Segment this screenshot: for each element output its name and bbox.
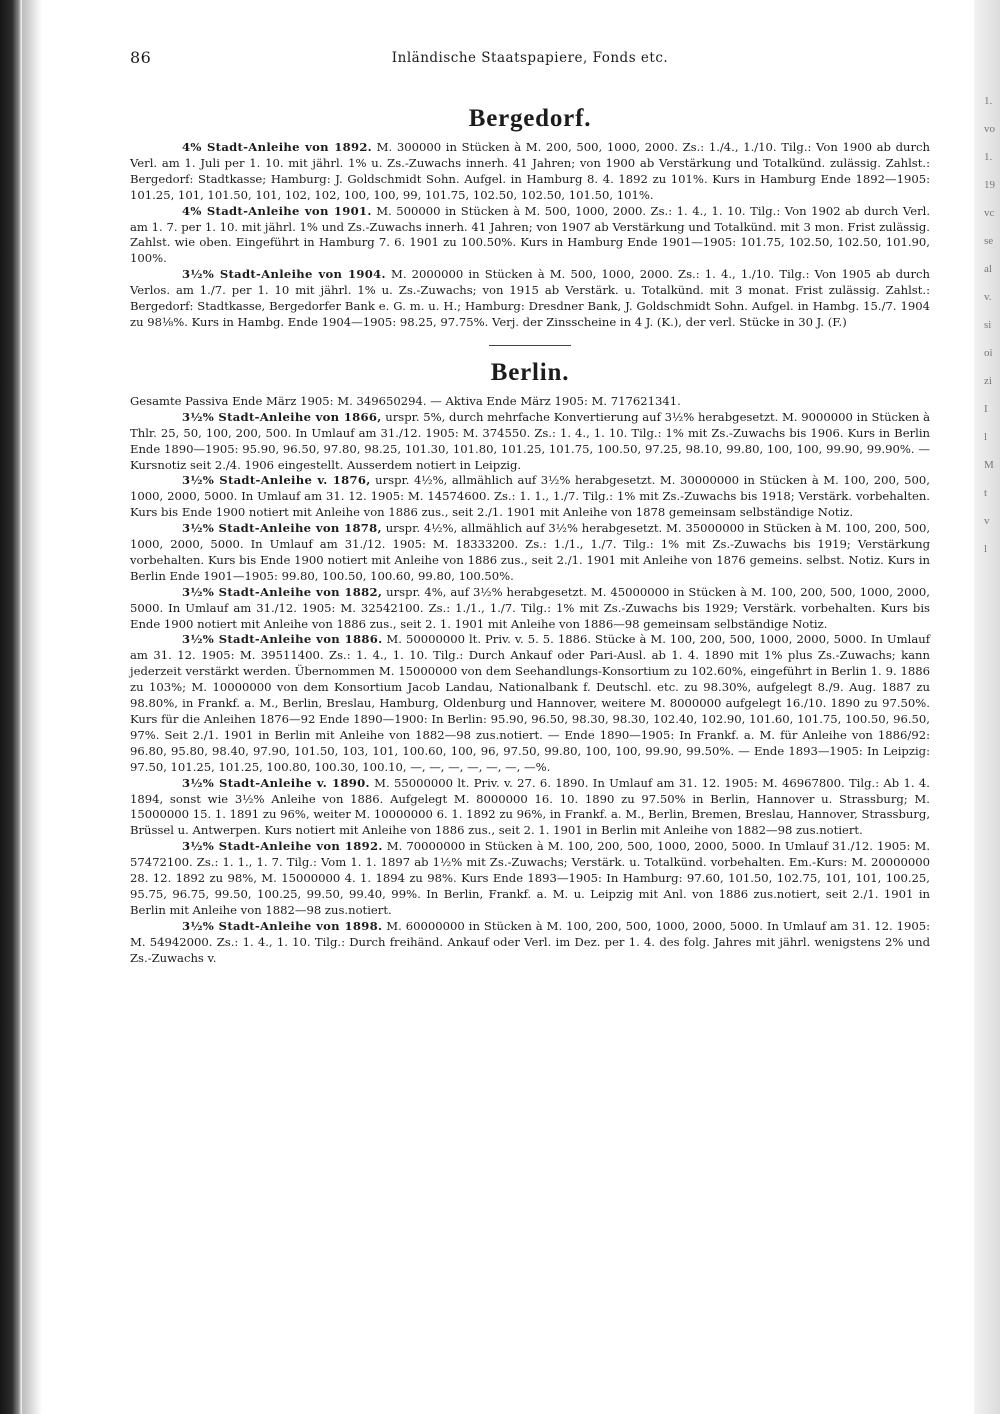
gutter-shadow	[22, 0, 42, 1414]
bond-entry-title: 3½% Stadt-Anleihe von 1886.	[182, 632, 383, 647]
page-number: 86	[130, 48, 152, 67]
bond-entry-text: urspr. 4%, auf 3½% herabgesetzt. M. 45000000 in Stücken à M. 100, 200, 500, 1000, 2000, 5000. In Umlauf am 31./12. 1905: M. 32542100. Zs.: 1./1., 1./7. Tilg.: 1% mit Zs.-Zuwachs bis 1929; Verstärk. vorbehalten. Kurs bis Ende 1900 notiert mit Anleihe von 1886 zus., seit 2. 1. 1901 mit Anleihe von 1886—98 gemeinsam selbständige Notiz.	[130, 584, 930, 631]
bond-entry-text: M. 60000000 in Stücken à M. 100, 200, 500, 1000, 2000, 5000. In Umlauf am 31. 12. 1905: M. 54942000. Zs.: 1. 4., 1. 10. Tilg.: Durch freihänd. Ankauf oder Verl. im Dez. per 1. 4. des folg. Jahres mit jährl. wenigstens 2% und Zs.-Zuwachs v.	[130, 918, 931, 965]
margin-fragment: l	[984, 431, 988, 443]
bond-entry-text: M. 70000000 in Stücken à M. 100, 200, 500, 1000, 2000, 5000. In Umlauf 31./12. 1905: M. 57472100. Zs.: 1. 1., 1. 7. Tilg.: Vom 1. 1. 1897 ab 1½% mit Zs.-Zuwachs; Verstärk. u. Totalkünd. vorbehalten. Em.-Kurs: M. 20000000 28. 12. 1892 zu 98%, M. 15000000 4. 1. 1894 zu 98%. Kurs Ende 1893—1905: In Hamburg: 97.60, 101.50, 102.75, 101, 101, 100.25, 95.75, 96.75, 99.50, 100.25, 99.50, 99.40, 99%. In Berlin, Frankf. a. M. u. Leipzig mit Anl. von 1886 zus.notiert, seit 2./1. 1901 in Berlin mit Anleihe von 1882—98 zus.notiert.	[130, 839, 931, 917]
bond-entry-text: M. 500000 in Stücken à M. 500, 1000, 2000. Zs.: 1. 4., 1. 10. Tilg.: Von 1902 ab durch Verl. am 1. 7. per 1. 10. mit jährl. 1% und Zs.-Zuwachs innerh. 41 Jahren; von 1907 ab Verstärkung und Totalkünd. mit 3 mon. Frist zulässig. Zahlst. wie oben. Eingeführt in Hamburg 7. 6. 1901 zu 100.50%. Kurs in Hamburg Ende 1901—1905: 101.75, 102.50, 102.50, 101.90, 100%.	[130, 203, 931, 266]
margin-fragment: v	[984, 515, 990, 527]
bond-entry	[130, 521, 930, 585]
page-header	[130, 44, 930, 78]
margin-fragment: t	[984, 487, 988, 499]
section-title-bergedorf: Bergedorf.	[468, 105, 592, 132]
bond-entry-title: 4% Stadt-Anleihe von 1901.	[182, 203, 372, 218]
margin-fragment: M	[984, 459, 994, 471]
bond-entry-text: urspr. 4½%, allmählich auf 3½% herabgesetzt. M. 35000000 in Stücken à M. 100, 200, 500, 1000, 2000, 5000. In Umlauf am 31./12. 1905: M. 18333200. Zs.: 1./1., 1./7. Tilg.: 1% mit Zs.-Zuwachs bis 1919; Verstärkung vorbehalten. Kurs bis Ende 1900 notiert mit Anleihe von 1886 zus., seit 2./1. 1901 mit Anleihe von 1876 gemeins. selbst. Notiz. Kurs in Berlin Ende 1901—1905: 99.80, 100.50, 100.60, 99.80, 100.50%.	[130, 521, 931, 583]
margin-fragment: I	[984, 403, 988, 415]
bond-entry-title: 3½% Stadt-Anleihe von 1904.	[182, 267, 386, 282]
bond-entry	[130, 776, 930, 840]
bond-entry	[130, 204, 930, 268]
bond-entry	[130, 140, 930, 204]
margin-fragment: 1.	[984, 95, 993, 107]
bond-entry	[130, 585, 930, 633]
bond-entry-title: 3½% Stadt-Anleihe v. 1876,	[182, 473, 371, 488]
bond-entry-title: 3½% Stadt-Anleihe v. 1890.	[182, 775, 370, 790]
margin-fragment: 19	[984, 179, 995, 191]
margin-fragment: l	[984, 543, 988, 555]
margin-fragment: vo	[984, 123, 995, 135]
margin-fragment: si	[984, 319, 992, 331]
bond-entry-title: 3½% Stadt-Anleihe von 1866,	[182, 409, 382, 424]
bond-entry-title: 3½% Stadt-Anleihe von 1878,	[182, 521, 382, 536]
margin-fragment: 1.	[984, 151, 993, 163]
bond-entry	[130, 839, 930, 919]
bond-entry	[130, 919, 930, 967]
bond-entry	[130, 473, 930, 521]
margin-fragment: zi	[984, 375, 992, 387]
bond-entry	[130, 410, 930, 474]
margin-fragment: se	[984, 235, 994, 247]
margin-fragment: oi	[984, 347, 993, 359]
bond-entry-title: 3½% Stadt-Anleihe von 1892.	[182, 839, 383, 854]
bond-entry-title: 3½% Stadt-Anleihe von 1882,	[182, 584, 383, 599]
section-divider	[489, 345, 571, 346]
margin-fragment: al	[984, 263, 992, 275]
bond-entry	[130, 267, 930, 331]
bond-entry-title: 4% Stadt-Anleihe von 1892.	[182, 140, 373, 154]
running-title: Inländische Staatspapiere, Fonds etc.	[391, 50, 669, 66]
bond-entry-text: M. 50000000 lt. Priv. v. 5. 5. 1886. Stücke à M. 100, 200, 500, 1000, 2000, 5000. In Umlauf am 31. 12. 1905: M. 39511400. Zs.: 1. 4., 1. 10. Tilg.: Durch Ankauf oder Pari-Ausl. ab 1. 4. 1890 mit 1% plus Zs.-Zuwachs; kann jederzeit verstärkt werden. Übernommen M. 15000000 von dem Seehandlungs-Konsortium zu 102.60%, eingeführt in Berlin 1. 9. 1886 zu 103%; M. 10000000 von dem Konsortium Jacob Landau, Nationalbank f. Deutschl. etc. zu 98.30%, aufgelegt 8./9. Aug. 1887 zu 98.80%, in Frankf. a. M., Berlin, Breslau, Hamburg, Oldenburg und Hannover, weitere M. 8000000 aufgelegt 16./10. 1890 zu 97.50%. Kurs für die Anleihen 1876—92 Ende 1890—1900: In Berlin: 95.90, 96.50, 98.30, 98.30, 102.40, 102.90, 101.60, 101.75, 100.50, 96.50, 97%. Seit 2./1. 1901 in Berlin mit Anleihe von 1882—98 zus.notiert. — Ende 1890—1905: In Frankf. a. M. für Anleihe von 1886/92: 96.80, 95.80, 98.40, 97.90, 101.50, 103, 101, 100.60, 100, 96, 97.50, 99.80, 100, 100, 99.90, 99.50%. — Ende 1893—1905: In Leipzig: 97.50, 101.25, 101.25, 100.80, 100.30, 100.10, —, —, —, —, —, —, —%.	[130, 632, 930, 774]
next-page-edge	[974, 0, 1000, 1414]
book-binding	[0, 0, 22, 1414]
bond-entry-text: urspr. 5%, durch mehrfache Konvertierung auf 3½% herabgesetzt. M. 9000000 in Stücken à Thlr. 25, 50, 100, 200, 500. In Umlauf am 31./12. 1905: M. 374550. Zs.: 1. 4., 1. 10. Tilg.: 1% mit Zs.-Zuwachs bis 1906. Kurs in Berlin Ende 1890—1905: 95.90, 96.50, 97.80, 98.25, 101.30, 101.80, 101.25, 101.75, 100.50, 97.25, 98.10, 99.80, 100, 100, 99.90, 99.90%. — Kursnotiz seit 2./4. 1906 eingestellt. Ausserdem notiert in Leipzig.	[130, 409, 930, 472]
section-intro: Gesamte Passiva Ende März 1905: M. 349650294. — Aktiva Ende März 1905: M. 717621341.	[130, 393, 681, 408]
bond-entry-text: urspr. 4½%, allmählich auf 3½% herabgesetzt. M. 30000000 in Stücken à M. 100, 200, 500, 1000, 2000, 5000. In Umlauf am 31. 12. 1905: M. 14574600. Zs.: 1. 1., 1./7. Tilg.: 1% mit Zs.-Zuwachs bis 1918; Verstärk. vorbehalten. Kurs bis Ende 1900 notiert mit Anleihe von 1886 zus., seit 2./1. 1901 mit Anleihe von 1878 gemeinsam selbständige Notiz.	[130, 473, 930, 520]
bond-entry-text: M. 55000000 lt. Priv. v. 27. 6. 1890. In Umlauf am 31. 12. 1905: M. 46967800. Tilg.: Ab 1. 4. 1894, sonst wie 3½% Anleihe von 1886. Aufgelegt M. 8000000 16. 10. 1890 zu 97.50% in Berlin, Hannover u. Strassburg; M. 15000000 15. 1. 1891 zu 96%, weiter M. 10000000 6. 1. 1892 zu 96%, in Frankf. a. M., Berlin, Bremen, Breslau, Hannover, Strassburg, Brüssel u. Antwerpen. Kurs notiert mit Anleihe von 1886 zus., seit 2. 1. 1901 in Berlin mit Anleihe von 1882—98 zus.notiert.	[130, 775, 930, 838]
page-body	[130, 44, 930, 967]
bond-entry-text: M. 300000 in Stücken à M. 200, 500, 1000, 2000. Zs.: 1./4., 1./10. Tilg.: Von 1900 ab durch Verl. am 1. Juli per 1. 10. mit jährl. 1% u. Zs.-Zuwachs innerh. 41 Jahren; von 1900 ab Verstärkung und Totalkünd. zulässig. Zahlst.: Bergedorf: Stadtkasse; Hamburg: J. Goldschmidt Sohn. Aufgel. in Hamburg 8. 4. 1892 zu 101%. Kurs in Hamburg Ende 1892—1905: 101.25, 101, 101.50, 101, 102, 102, 100, 100, 99, 101.75, 102.50, 102.50, 101.50, 101%.	[130, 140, 930, 202]
margin-fragment: v.	[984, 291, 992, 303]
bond-entry-text: M. 2000000 in Stücken à M. 500, 1000, 2000. Zs.: 1. 4., 1./10. Tilg.: Von 1905 ab durch Verlos. am 1./7. per 1. 10 mit jährl. 1% u. Zs.-Zuwachs; von 1915 ab Verstärk. u. Totalkünd. mit 3 monat. Frist zulässig. Zahlst.: Bergedorf: Stadtkasse, Bergedorfer Bank e. G. m. u. H.; Hamburg: Dresdner Bank, J. Goldschmidt Sohn. Aufgel. in Hambg. 15./7. 1904 zu 98⅛%. Kurs in Hambg. Ende 1904—1905: 98.25, 97.75%. Verj. der Zinsscheine in 4 J. (K.), der verl. Stücke in 30 J. (F.)	[130, 267, 930, 329]
bond-entry	[130, 632, 930, 775]
margin-fragment: vc	[984, 207, 995, 219]
bond-entry-title: 3½% Stadt-Anleihe von 1898.	[182, 918, 383, 933]
section-title-berlin: Berlin.	[490, 358, 570, 386]
